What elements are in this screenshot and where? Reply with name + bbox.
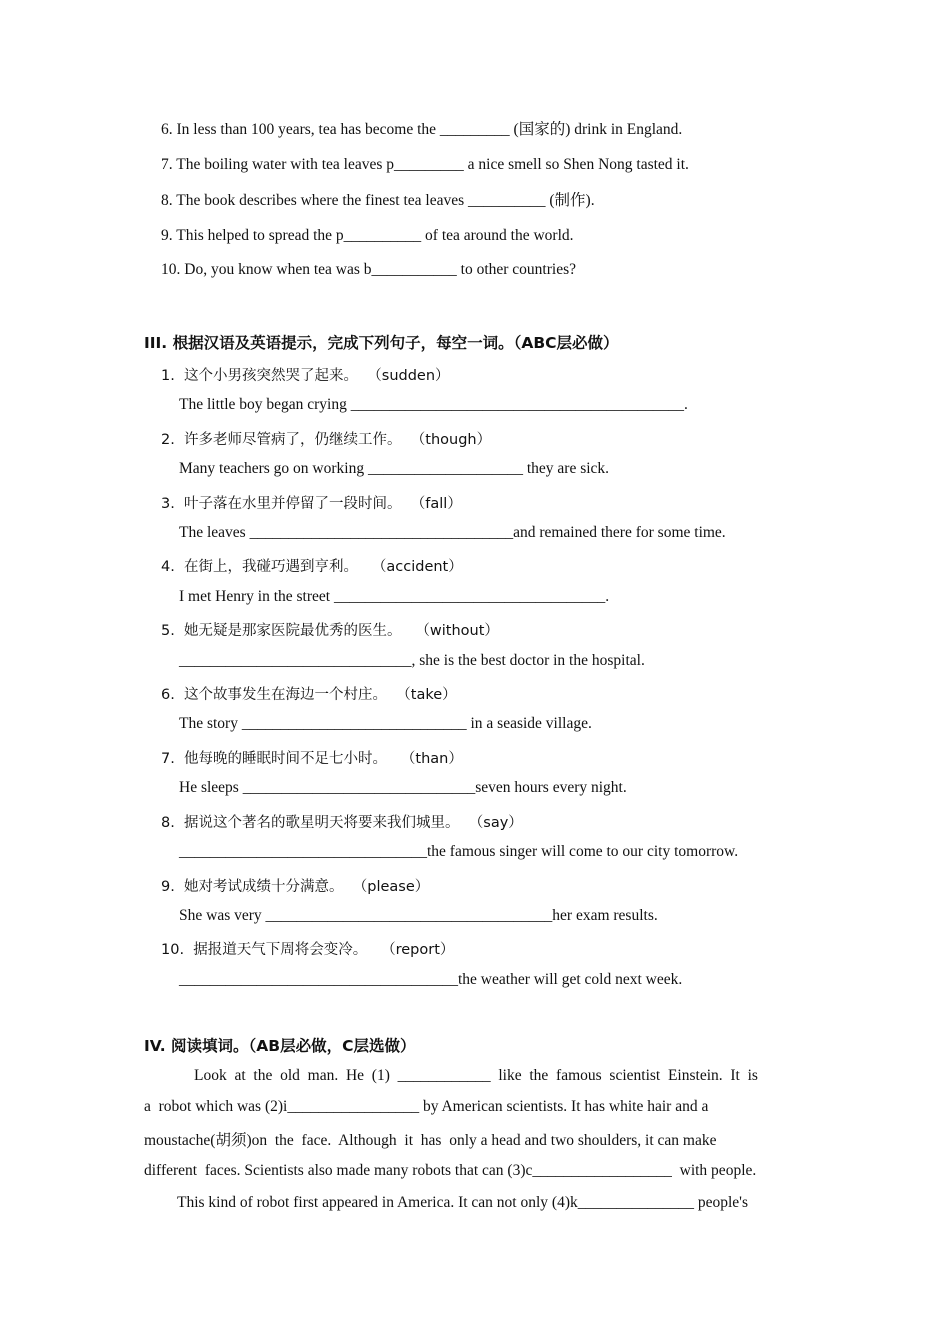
sec3-item-1-english: The little boy began crying ___________________________________________. [179, 396, 688, 413]
sec2-item-8: 8. The book describes where the finest tea leaves __________ (制作). [161, 192, 595, 209]
sec3-item-4-chinese: 4. 在街上，我碰巧遇到亨利。 （accident） [161, 559, 463, 575]
section-4-heading: IV. 阅读填词。（AB层必做，C层选做） [144, 1037, 416, 1055]
passage-line-3: moustache(胡须)on the face. Although it has only a head and two shoulders, it can make [144, 1132, 717, 1149]
sec3-item-1-chinese: 1. 这个小男孩突然哭了起来。 （sudden） [161, 368, 450, 384]
sec3-item-8-english: ________________________________the famous singer will come to our city tomorrow. [179, 843, 739, 860]
sec2-item-7: 7. The boiling water with tea leaves p_________ a nice smell so Shen Nong tasted it. [161, 156, 689, 173]
section-3-heading: III. 根据汉语及英语提示，完成下列句子，每空一词。（ABC层必做） [144, 334, 619, 352]
sec3-item-6-english: The story _____________________________ in a seaside village. [179, 715, 592, 732]
sec3-item-8-chinese: 8. 据说这个著名的歌星明天将要来我们城里。 （say） [161, 815, 523, 831]
passage-line-1: Look at the old man. He (1) ____________ like the famous scientist Einstein. It is [194, 1067, 758, 1084]
sec3-item-9-chinese: 9. 她对考试成绩十分满意。 （please） [161, 879, 430, 895]
sec3-item-3-english: The leaves __________________________________and remained there for some time. [179, 524, 726, 541]
sec3-item-9-english: She was very _____________________________________her exam results. [179, 907, 658, 924]
sec2-item-10: 10. Do, you know when tea was b___________ to other countries? [161, 261, 576, 278]
sec3-item-3-chinese: 3. 叶子落在水里并停留了一段时间。 （fall） [161, 496, 462, 512]
sec3-item-7-chinese: 7. 他每晚的睡眠时间不足七小时。 （than） [161, 751, 463, 767]
sec3-item-10-chinese: 10. 据报道天气下周将会变冷。 （report） [161, 942, 455, 958]
passage-line-2: a robot which was (2)i_________________ by American scientists. It has white hair and a [144, 1098, 709, 1115]
sec3-item-5-chinese: 5. 她无疑是那家医院最优秀的医生。 （without） [161, 623, 499, 639]
passage-line-5: This kind of robot first appeared in America. It can not only (4)k_______________ people's [177, 1194, 749, 1211]
sec3-item-6-chinese: 6. 这个故事发生在海边一个村庄。 （take） [161, 687, 457, 703]
sec3-item-2-english: Many teachers go on working ____________________ they are sick. [179, 460, 610, 477]
sec3-item-4-english: I met Henry in the street ___________________________________. [179, 588, 610, 605]
sec2-item-6: 6. In less than 100 years, tea has become the _________ (国家的) drink in England. [161, 121, 683, 138]
sec3-item-2-chinese: 2. 许多老师尽管病了，仍继续工作。 （though） [161, 432, 492, 448]
passage-line-4: different faces. Scientists also made many robots that can (3)c__________________ with people. [144, 1162, 757, 1179]
sec2-item-9: 9. This helped to spread the p__________ of tea around the world. [161, 227, 574, 244]
sec3-item-10-english: ____________________________________the weather will get cold next week. [179, 971, 683, 988]
sec3-item-5-english: ______________________________, she is the best doctor in the hospital. [179, 652, 645, 669]
sec3-item-7-english: He sleeps ______________________________seven hours every night. [179, 779, 627, 796]
